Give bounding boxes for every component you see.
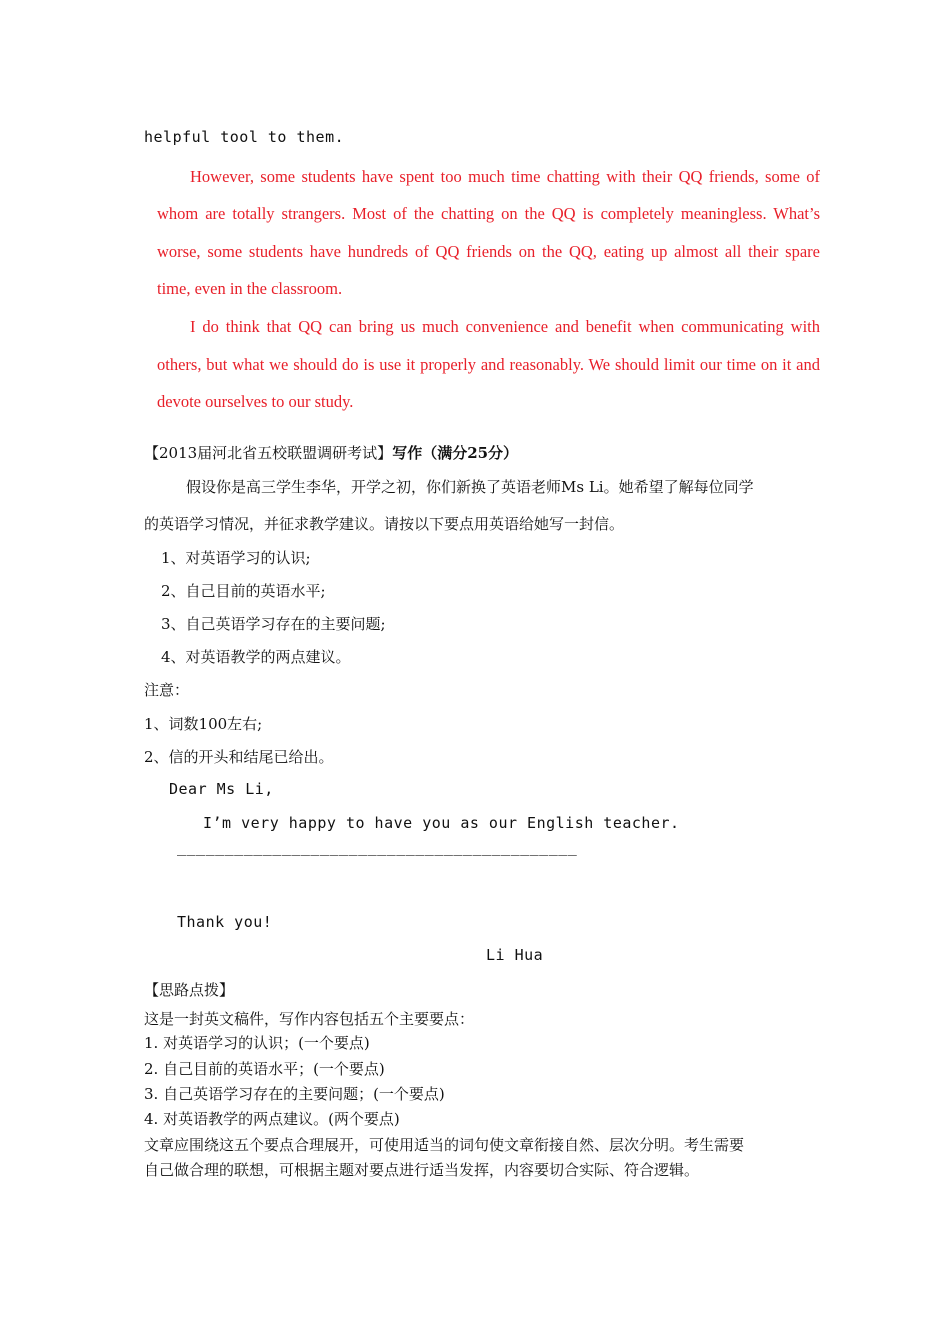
analysis-point: 1. 对英语学习的认识；(一个要点): [144, 1034, 370, 1052]
analysis-summary: 自己做合理的联想，可根据主题对要点进行适当发挥，内容要切合实际、符合逻辑。: [144, 1161, 700, 1179]
essay-line: others, but what we should do is use it properly and reasonably. We should limit our time on it and: [157, 355, 820, 374]
note-item: 1、词数100左右;: [144, 715, 263, 733]
task-intro: 的英语学习情况，并征求教学建议。请按以下要点用英语给她写一封信。: [144, 515, 625, 533]
task-title: 写作（满分25分）: [392, 444, 519, 462]
analysis-point: 2. 自己目前的英语水平；(一个要点): [144, 1060, 385, 1078]
letter-blank-line: __________________________________________: [177, 838, 578, 856]
task-intro: 假设你是高三学生李华，开学之初，你们新换了英语老师Ms Li。她希望了解每位同学: [186, 478, 754, 496]
task-header: [144, 442, 518, 463]
essay-line: devote ourselves to our study.: [157, 392, 354, 411]
task-point: 1、对英语学习的认识;: [161, 549, 311, 567]
task-source: 【2013届河北省五校联盟调研考试】: [144, 444, 393, 462]
essay-line: time, even in the classroom.: [157, 279, 343, 298]
carryover-line: helpful tool to them.: [144, 128, 345, 146]
task-point: 2、自己目前的英语水平;: [161, 582, 326, 600]
letter-signature: Li Hua: [486, 946, 544, 964]
analysis-point: 3. 自己英语学习存在的主要问题；(一个要点): [144, 1085, 445, 1103]
notes-title: 注意：: [144, 681, 190, 699]
essay-line: However, some students have spent too much time chatting with their QQ friends, some of: [190, 167, 820, 186]
letter-greeting: Dear Ms Li,: [169, 780, 274, 798]
essay-line: whom are totally strangers. Most of the chatting on the QQ is completely meaningless. What’s: [157, 204, 820, 223]
essay-line: worse, some students have hundreds of QQ friends on the QQ, eating up almost all their spare: [157, 242, 820, 261]
letter-opening: I’m very happy to have you as our English teacher.: [203, 814, 680, 832]
analysis-intro: 这是一封英文稿件，写作内容包括五个主要要点：: [144, 1010, 475, 1028]
letter-closing: Thank you!: [177, 913, 273, 931]
analysis-point: 4. 对英语教学的两点建议。(两个要点): [144, 1110, 400, 1128]
task-point: 3、自己英语学习存在的主要问题;: [161, 615, 386, 633]
analysis-title: 【思路点拨】: [144, 981, 235, 999]
analysis-summary: 文章应围绕这五个要点合理展开，可使用适当的词句使文章衔接自然、层次分明。考生需要: [144, 1136, 745, 1154]
task-point: 4、对英语教学的两点建议。: [161, 648, 351, 666]
note-item: 2、信的开头和结尾已给出。: [144, 748, 334, 766]
essay-line: I do think that QQ can bring us much convenience and benefit when communicating with: [190, 317, 820, 336]
